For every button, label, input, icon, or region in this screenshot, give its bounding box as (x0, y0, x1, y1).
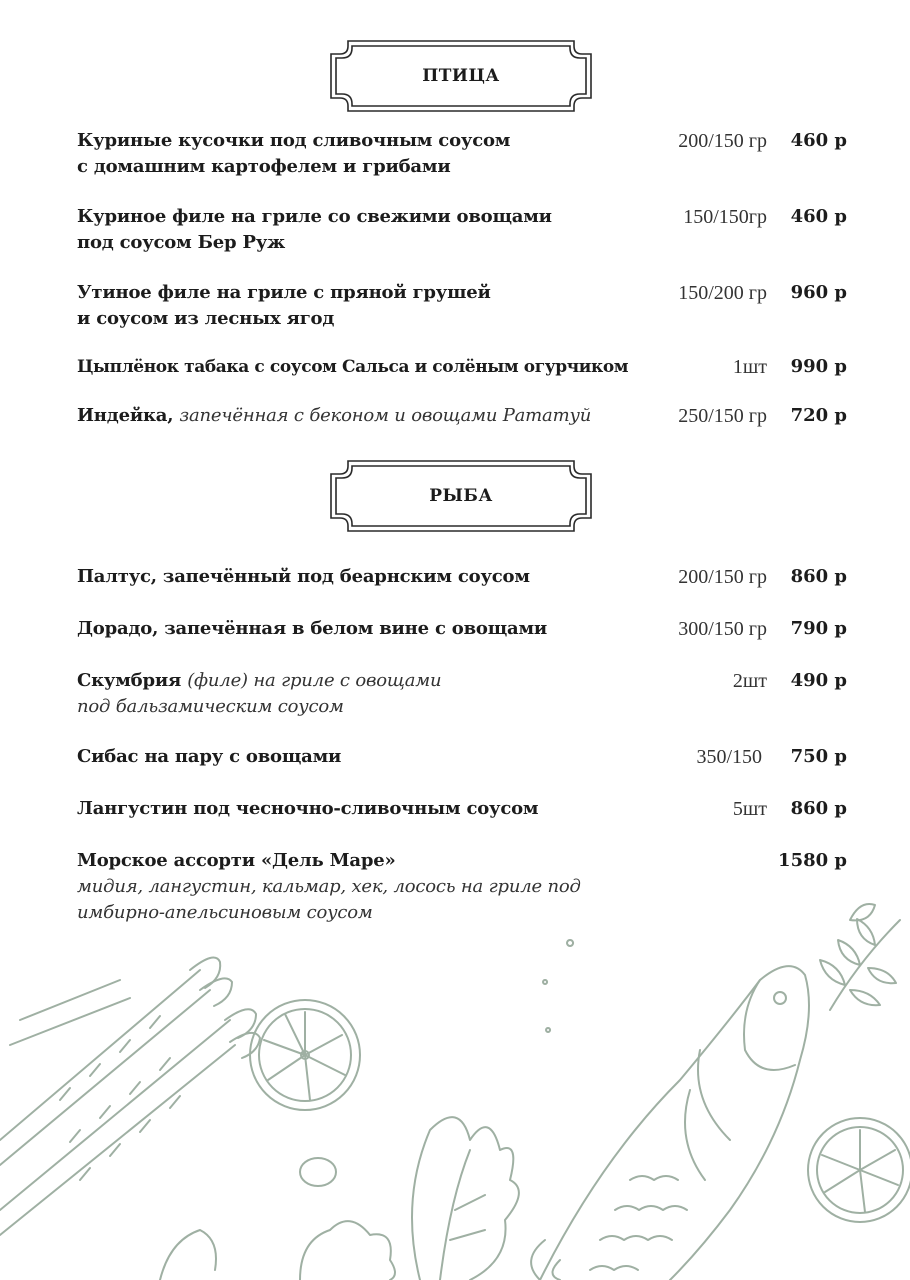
herb-sprig-icon (820, 904, 900, 1010)
item-weight: 350/150 (696, 746, 762, 768)
item-price: 720 р (790, 405, 847, 426)
section-title-label: ПТИЦА (422, 66, 500, 86)
item-weight: 1шт (732, 356, 767, 378)
item-weight: 2шт (732, 670, 767, 692)
item-name: Дорадо, запечённая в белом вине с овощами (77, 618, 548, 639)
item-weight: 300/150 гр (678, 618, 767, 640)
section-title-label: РЫБА (429, 486, 493, 506)
item-name-line2: под соусом Бер Руж (77, 232, 286, 253)
olive-icon (300, 1158, 336, 1186)
menu-item (77, 744, 847, 770)
item-price: 460 р (790, 130, 847, 151)
item-price: 860 р (790, 566, 847, 587)
item-description: мидия, лангустин, кальмар, хек, лосось на гриле под (77, 876, 581, 897)
fish-icon (531, 966, 809, 1280)
menu-item (77, 796, 847, 822)
item-name: Лангустин под чесночно-сливочным соусом (77, 798, 539, 819)
item-name: Палтус, запечённый под беарнским соусом (77, 566, 530, 587)
lemon-slice-icon (250, 1000, 360, 1110)
menu-item (77, 403, 847, 429)
food-illustration-icon (0, 880, 910, 1280)
item-weight: 250/150 гр (678, 405, 767, 427)
item-name: Морское ассорти «Дель Маре» (77, 850, 396, 871)
item-name: Сибас на пару с овощами (77, 746, 342, 767)
item-price: 960 р (790, 282, 847, 303)
herb-leaves-icon (160, 1117, 519, 1280)
item-name-row (77, 668, 847, 694)
item-weight: 200/150 гр (678, 130, 767, 152)
item-name-line2: с домашним картофелем и грибами (77, 156, 451, 177)
item-price: 1580 р (778, 850, 847, 871)
item-price: 790 р (790, 618, 847, 639)
menu-item (77, 668, 847, 720)
menu-item (77, 204, 847, 256)
item-price: 750 р (790, 746, 847, 767)
item-price: 990 р (790, 356, 847, 377)
item-weight: 5шт (732, 798, 767, 820)
asparagus-icon (0, 958, 260, 1236)
item-name: Куриное филе на гриле со свежими овощами (77, 206, 552, 227)
menu-item (77, 354, 847, 380)
menu-item (77, 280, 847, 332)
item-description-line2: имбирно-апельсиновым соусом (77, 902, 373, 923)
menu-item (77, 564, 847, 590)
item-name: Куриные кусочки под сливочным соусом (77, 130, 511, 151)
item-name: Утиное филе на гриле с пряной грушей (77, 282, 491, 303)
item-name: Скумбрия (77, 670, 182, 691)
menu-item (77, 616, 847, 642)
item-description: под бальзамическим соусом (77, 696, 344, 717)
item-weight: 150/200 гр (678, 282, 767, 304)
item-name-italic: (филе) на гриле с овощами (187, 670, 442, 691)
item-weight: 200/150 гр (678, 566, 767, 588)
item-weight: 150/150гр (683, 206, 767, 228)
section-title-fish (330, 460, 592, 532)
item-price: 860 р (790, 798, 847, 819)
item-price: 490 р (790, 670, 847, 691)
item-name: Цыплёнок табака с соусом Сальса и солёным огурчиком (77, 357, 629, 377)
menu-item (77, 128, 847, 180)
item-name-italic: запечённая с беконом и овощами Рататуй (179, 405, 592, 426)
item-name: Индейка, (77, 405, 174, 426)
lemon-slice-right-icon (808, 1118, 910, 1222)
item-price: 460 р (790, 206, 847, 227)
speck-icon (543, 940, 573, 1032)
item-name-line2: и соусом из лесных ягод (77, 308, 335, 329)
section-title-poultry (330, 40, 592, 112)
